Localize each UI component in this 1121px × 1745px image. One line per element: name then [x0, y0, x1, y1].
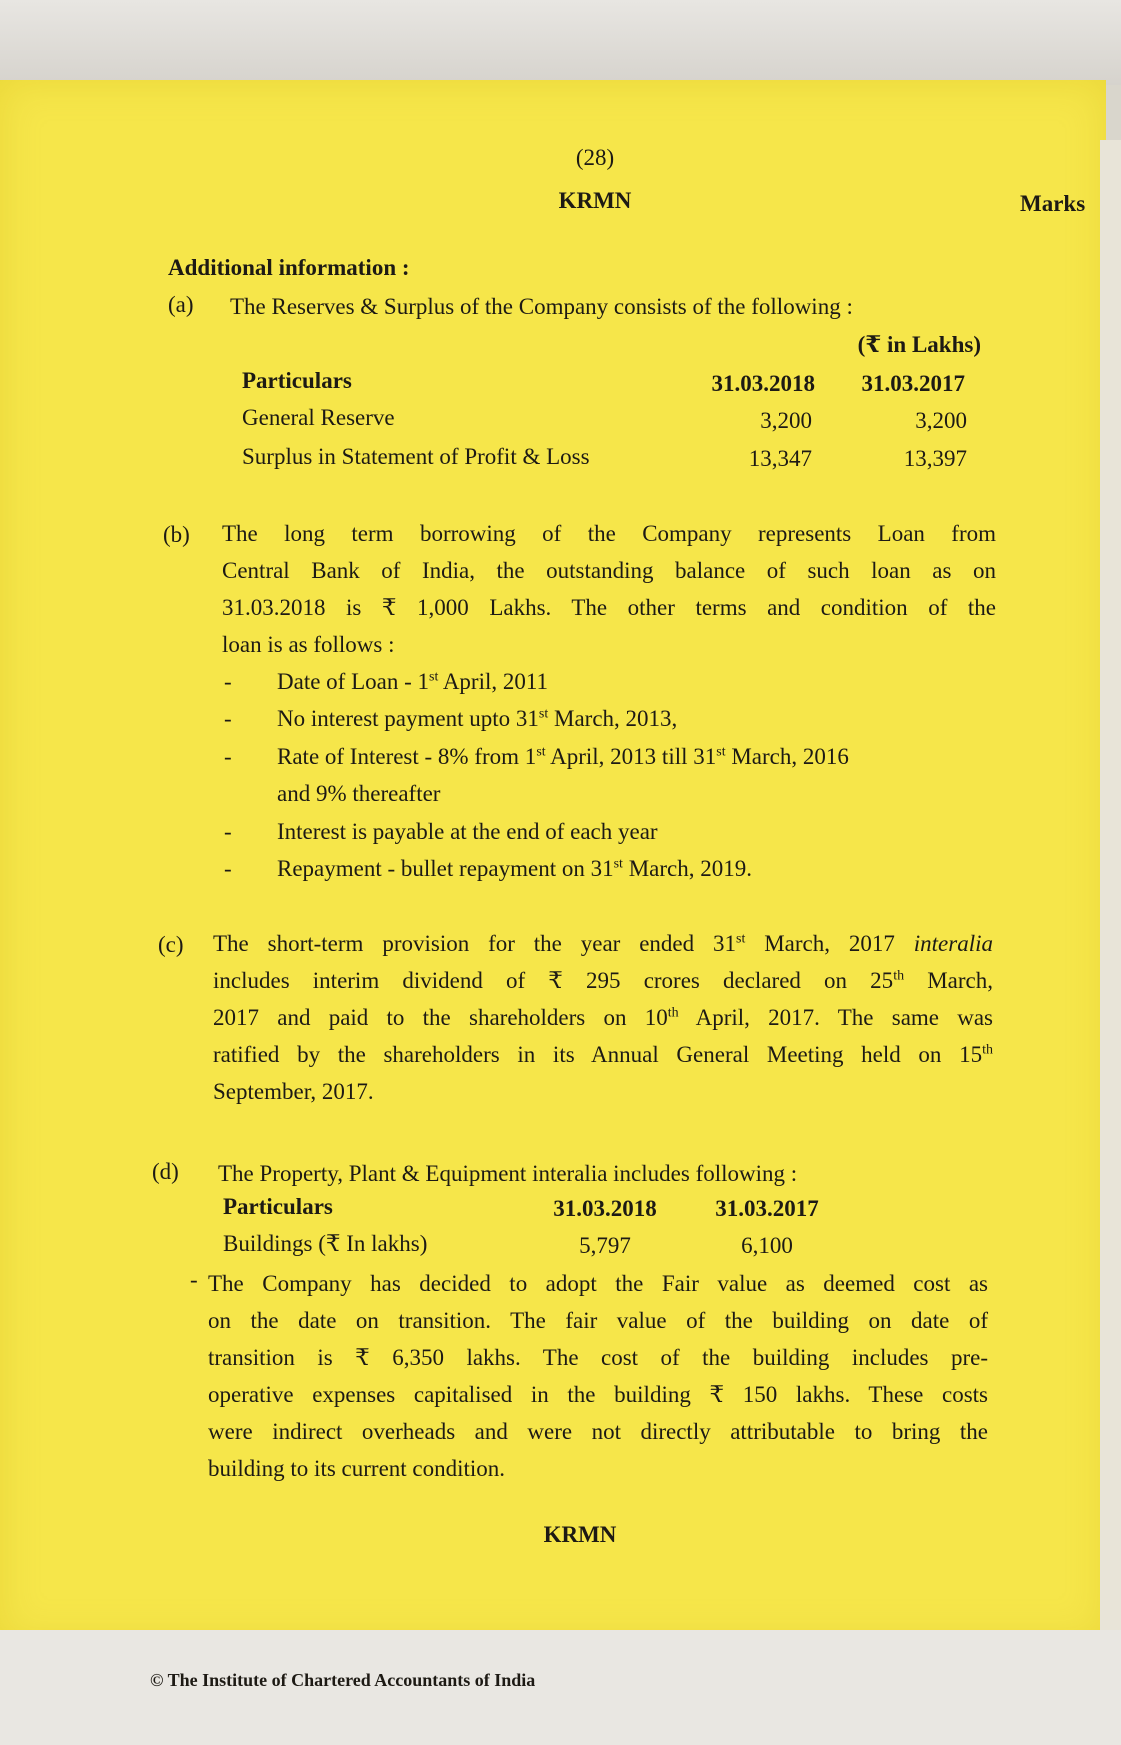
sup: th: [982, 1042, 993, 1058]
text: April, 2017. The same was: [678, 1005, 994, 1030]
item-c-paragraph: [213, 925, 993, 1110]
bullet-text: No interest payment upto 31: [277, 706, 539, 731]
sup: th: [893, 968, 905, 984]
bullet-text: April, 2013 till 31: [545, 744, 717, 769]
item-d-line: on the date on transition. The fair value of the building on date of: [208, 1308, 988, 1333]
bullet-item: [277, 742, 997, 772]
text: 2017 and paid to the shareholders on 10: [213, 1005, 668, 1030]
bullet-continuation: and 9% thereafter: [277, 781, 441, 806]
additional-info-heading: Additional information :: [168, 255, 410, 280]
item-b-label: (b): [163, 522, 190, 547]
bullet-sup: st: [429, 669, 439, 685]
item-d-line: operative expenses capitalised in the building ₹ 150 lakhs. These costs: [208, 1382, 988, 1407]
item-d-line: The Company has decided to adopt the Fair value as deemed cost as: [208, 1271, 988, 1296]
item-d-line: building to its current condition.: [208, 1456, 506, 1481]
item-b-line: 31.03.2018 is ₹ 1,000 Lakhs. The other terms and condition of the: [222, 595, 996, 620]
bullet-item: [277, 667, 548, 697]
ppe-row-value: 6,100: [741, 1233, 793, 1258]
reserves-header-2018: 31.03.2018: [711, 371, 815, 396]
bullet-sup: st: [538, 706, 549, 722]
reserves-row-value: 13,397: [903, 446, 967, 471]
item-a-text: The Reserves & Surplus of the Company consists of the following :: [230, 294, 853, 319]
bullet-item: [277, 704, 677, 734]
bullet-sup: st: [613, 856, 623, 872]
page-right-edge: [1100, 140, 1121, 1650]
reserves-row-value: 3,200: [915, 408, 967, 433]
page-top-background: [0, 0, 1121, 85]
bullet-dash: -: [224, 744, 232, 769]
reserves-header-2017: 31.03.2017: [861, 371, 965, 396]
item-c-line: [213, 999, 993, 1036]
bullet-dash: -: [224, 819, 232, 844]
item-d-line: transition is ₹ 6,350 lakhs. The cost of the building includes pre-: [208, 1345, 988, 1370]
text: The short-term provision for the year ended 31: [213, 931, 737, 956]
item-c-line: [213, 925, 993, 962]
bullet-item: [277, 854, 752, 884]
reserves-row-label: General Reserve: [242, 405, 395, 430]
bullet-text: Repayment - bullet repayment on 31: [277, 856, 614, 881]
bullet-item: Interest is payable at the end of each year: [277, 819, 658, 844]
bullet-text: Date of Loan - 1: [277, 669, 429, 694]
ppe-row-label: Buildings (₹ In lakhs): [223, 1231, 428, 1256]
bullet-dash: -: [224, 669, 232, 694]
item-d-line: were indirect overheads and were not directly attributable to bring the: [208, 1419, 988, 1444]
text: March, 2017: [745, 931, 914, 956]
marks-label: Marks: [1020, 191, 1086, 216]
reserves-row-value: 13,347: [748, 446, 812, 471]
item-c-line: [213, 1036, 993, 1073]
bullet-text: Rate of Interest - 8% from 1: [277, 744, 537, 769]
item-c-line: [213, 962, 993, 999]
item-c-label: (c): [158, 932, 184, 957]
reserves-row-label: Surplus in Statement of Profit & Loss: [242, 444, 590, 469]
item-b-line: loan is as follows :: [222, 632, 395, 657]
item-d-dash: -: [190, 1267, 198, 1292]
reserves-header-particulars: Particulars: [242, 368, 352, 393]
item-b-line: The long term borrowing of the Company represents Loan from: [222, 521, 996, 546]
bullet-text: March, 2016: [725, 744, 849, 769]
item-d-text: The Property, Plant & Equipment interalia includes following :: [218, 1161, 798, 1186]
bullet-sup: st: [716, 744, 726, 760]
bullet-text: March, 2013,: [548, 706, 678, 731]
item-b-line: Central Bank of India, the outstanding balance of such loan as on: [222, 558, 996, 583]
item-b-paragraph: [222, 515, 996, 663]
text: ratified by the shareholders in its Annual General Meeting held on 15: [213, 1042, 983, 1067]
text: March,: [904, 968, 993, 993]
bullet-left: [277, 742, 849, 772]
item-d-label: (d): [152, 1159, 179, 1184]
bullet-dash: -: [224, 706, 232, 731]
italic-text: interalia: [913, 931, 994, 956]
sup: th: [667, 1005, 679, 1021]
ppe-row-value: 5,797: [579, 1233, 631, 1258]
reserves-row-value: 3,200: [760, 408, 812, 433]
item-d-paragraph: [208, 1265, 988, 1487]
item-a-unit: (₹ in Lakhs): [857, 332, 981, 357]
bullet-text: April, 2011: [438, 669, 549, 694]
page-number: (28): [575, 145, 615, 170]
ppe-header-2017: 31.03.2017: [715, 1196, 819, 1221]
item-a-label: (a): [168, 292, 194, 317]
footer-code: KRMN: [543, 1522, 617, 1547]
bullet-text: March, 2019.: [622, 856, 752, 881]
ppe-header-particulars: Particulars: [223, 1194, 333, 1219]
header-code: KRMN: [558, 188, 632, 213]
bullet-sup: st: [536, 744, 546, 760]
item-c-line: September, 2017.: [213, 1079, 374, 1104]
sup: st: [736, 931, 746, 947]
ppe-header-2018: 31.03.2018: [553, 1196, 657, 1221]
bullet-dash: -: [224, 856, 232, 881]
copyright-notice: © The Institute of Chartered Accountants of India: [150, 1670, 536, 1690]
text: includes interim dividend of ₹ 295 crores declared on 25: [213, 968, 894, 993]
